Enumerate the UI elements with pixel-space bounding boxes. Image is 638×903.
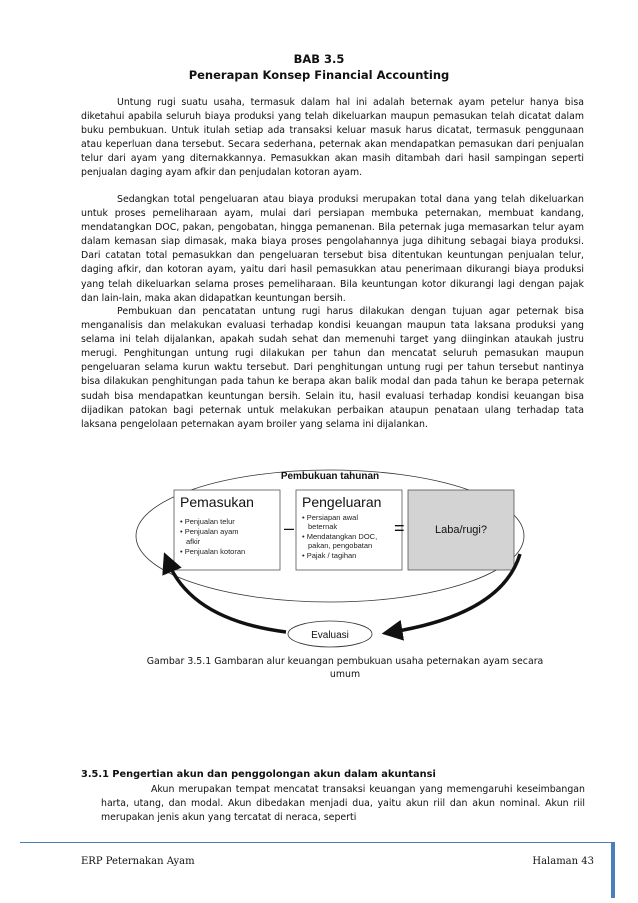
income-item-2: • Penjualan ayam: [180, 527, 239, 536]
chapter-number: BAB 3.5: [293, 52, 345, 66]
paragraph-2-text: Sedangkan total pengeluaran atau biaya produksi merupakan total dana yang telah dikeluarkan untuk proses pemeliharaan ayam, mulai dari persiapan membuka peternakan, membuat kandang, mendatangkan DOC, pakan, pengobatan, hingga pemanenan. Bila peternak juga memasarkan telur ayam dalam kemasan siap dimasak, maka biaya proses pengolahannya juga dihitung sebagai biaya produksi. Dari catatan total pemasukkan dan pengeluaran tersebut bisa ditentukan keuntungan penjualan telur, daging afkir, dan kotoran ayam, yaitu dari hasil pemasukkan atau penerimaan dikurangi biaya produksi yang telah dikeluarkan selama proses pemeliharaan. Bila keuntungan kotor dikurangi lagi dengan pajak dan lain-lain, maka akan didapatkan keuntungan bersih.: [81, 194, 584, 304]
section-title: 3.5.1 Pengertian akun dan penggolongan akun dalam akuntansi: [81, 769, 436, 780]
footer-rule: [20, 842, 612, 843]
paragraph-1-text: Untung rugi suatu usaha, termasuk dalam hal ini adalah beternak ayam petelur hanya bisa diketahui apabila seluruh biaya produksi yang telah dikeluarkan maupun pemasukan telah dicatat dalam buku pembukuan. Untuk itulah setiap ada transaksi keluar masuk harus dicatat, termasuk penggunaan atau keperluan dana tersebut. Secara sederhana, peternak akan mendapatkan pemasukan dari penjualan telur dari ayam yang diternakkannya. Pemasukkan akan masih ditambah dari hasil sampingan seperti penjualan daging ayam afkir dan penjudalan kotoran ayam.: [81, 97, 584, 179]
expense-title: Pengeluaran: [302, 494, 382, 510]
paragraph-3: [81, 305, 584, 432]
income-item-4: • Penjualan kotoran: [180, 547, 246, 556]
section-paragraph-text: Akun merupakan tempat mencatat transaksi keuangan yang memengaruhi keseimbangan harta, utang, dan modal. Akun dibedakan menjadi dua, yaitu akun riil dan akun nominal. Akun riil merupakan jenis akun yang tercatat di neraca, seperti: [101, 784, 585, 824]
chapter-title: Penerapan Konsep Financial Accounting: [188, 68, 450, 82]
figure-caption-line-2: umum: [329, 668, 361, 680]
figure-caption: [110, 656, 580, 681]
income-title: Pemasukan: [180, 494, 254, 510]
paragraph-1: [81, 96, 584, 181]
expense-item-4: pakan, pengobatan: [308, 541, 373, 550]
income-item-3: afkir: [186, 537, 201, 546]
footer-page-number: Halaman 43: [532, 856, 594, 867]
section-paragraph: [101, 783, 585, 825]
figure-caption-line-1: Gambar 3.5.1 Gambaran alur keuangan pembukuan usaha peternakan ayam secara: [146, 656, 544, 667]
expense-item-1: • Persiapan awal: [302, 513, 358, 522]
evaluation-label: Evaluasi: [311, 630, 349, 641]
footer-document-name: ERP Peternakan Ayam: [81, 856, 195, 867]
income-item-1: • Penjualan telur: [180, 517, 235, 526]
minus-sign: –: [284, 518, 295, 538]
arrow-evaluation-to-left: [168, 562, 286, 632]
expense-item-5: • Pajak / tagihan: [302, 551, 357, 560]
annual-bookkeeping-label: Pembukuan tahunan: [280, 471, 380, 482]
financial-flow-diagram: [132, 462, 528, 658]
paragraph-2: [81, 193, 584, 306]
expense-item-2: beternak: [308, 522, 338, 531]
expense-item-3: • Mendatangkan DOC,: [302, 532, 378, 541]
equals-sign: =: [394, 518, 405, 538]
result-label: Laba/rugi?: [435, 524, 487, 536]
paragraph-3-text: Pembukuan dan pencatatan untung rugi harus dilakukan dengan tujuan agar peternak bisa menganalisis dan melakukan evaluasi terhadap kondisi keuangan maupun tata laksana produksi yang selama ini telah dijalankan, apakah sudah sehat dan memenuhi target yang diinginkan ataukah justru merugi. Penghitungan untung rugi dilakukan per tahun dan mencatat seluruh pemasukan maupun pengeluaran selama kurun waktu tersebut. Dari penghitungan untung rugi per tahun tersebut nantinya bisa dilakukan penghitungan pada tahun ke berapa akan balik modal dan pada tahun ke berapa peternak sudah bisa mendapatkan keuntungan bersih. Selain itu, hasil evaluasi terhadap kondisi keuangan bisa dijadikan patokan bagi peternak untuk melakukan perbaikan ataupun penataan ulang terhadap tata laksana pengelolaan peternakan ayam broiler yang selama ini dijalankan.: [81, 306, 584, 430]
footer-side-bar: [611, 842, 615, 898]
